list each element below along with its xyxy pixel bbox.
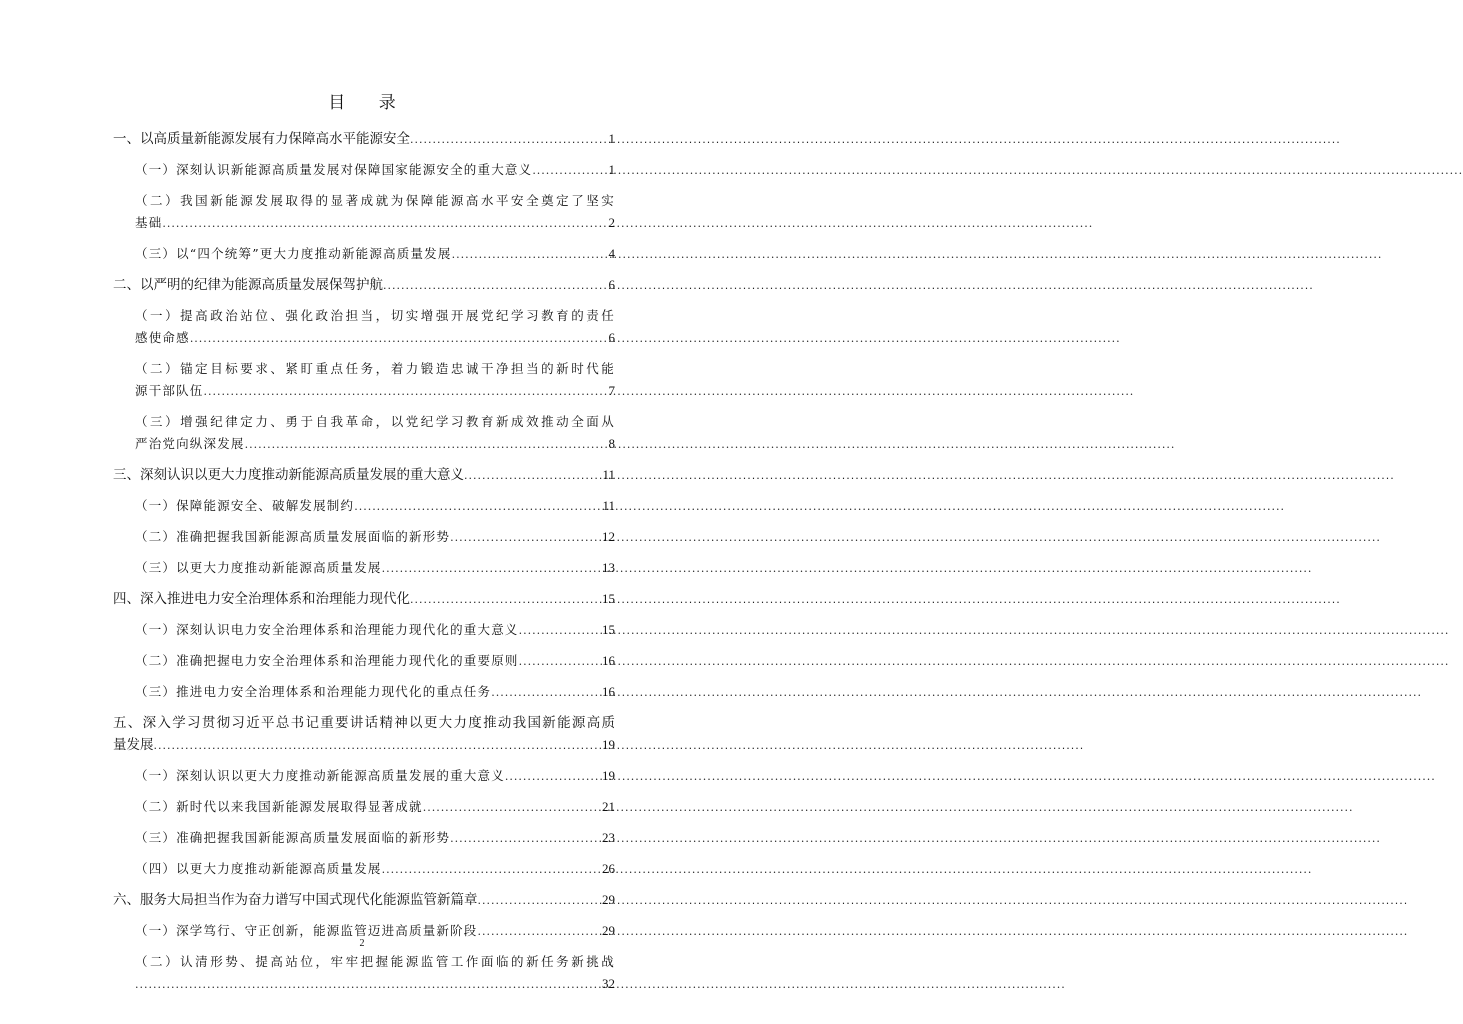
toc-page-number: 12: [602, 529, 615, 544]
leader-dots: [190, 328, 608, 350]
toc-entry-text: （一）深刻认识电力安全治理体系和治理能力现代化的重大意义: [135, 622, 519, 637]
toc-entry[interactable]: [135, 827, 615, 850]
leader-dots: [491, 682, 601, 704]
toc-entry[interactable]: [113, 712, 615, 757]
toc-entry[interactable]: [135, 159, 615, 182]
toc-page-number: 32: [602, 976, 615, 991]
toc-entry[interactable]: [113, 464, 615, 487]
toc-page-number: 19: [602, 768, 615, 783]
toc-entry[interactable]: [113, 274, 615, 297]
toc-entry-text: （四）以更大力度推动新能源高质量发展: [135, 861, 382, 876]
toc-entry-text-line2: 量发展: [113, 737, 154, 753]
toc-entry-text: （三）以“四个统筹”更大力度推动新能源高质量发展: [135, 246, 452, 261]
toc-page-number: 19: [602, 737, 615, 752]
leader-dots: [354, 496, 601, 518]
toc-entry[interactable]: [135, 190, 615, 235]
toc-entry[interactable]: [135, 557, 615, 580]
toc-page-number: 26: [602, 861, 615, 876]
leader-dots: [450, 828, 601, 850]
toc-entry[interactable]: [135, 526, 615, 549]
toc-entry[interactable]: [113, 889, 615, 912]
toc-entry-text: 三、深刻认识以更大力度推动新能源高质量发展的重大意义: [113, 467, 464, 483]
toc-entry-text: （一）保障能源安全、破解发展制约: [135, 498, 355, 513]
toc-entry-text: （一）深学笃行、守正创新，能源监管迈进高质量新阶段: [135, 923, 478, 938]
toc-entry[interactable]: [135, 650, 615, 673]
leader-dots: [410, 129, 608, 151]
leader-dots: [154, 735, 602, 757]
toc-entry-text-line2: 基础: [135, 215, 163, 230]
leader-dots: [410, 589, 601, 611]
leader-dots: [519, 651, 601, 673]
toc-entry-text-line2: 感使命感: [135, 330, 190, 345]
toc-entry-text-line1: （三）增强纪律定力、勇于自我革命，以党纪学习教育新成效推动全面从: [135, 414, 615, 429]
toc-entry-text-line2: 源干部队伍: [135, 383, 204, 398]
toc-page-number: 29: [602, 923, 615, 938]
toc-entry-text: 四、深入推进电力安全治理体系和治理能力现代化: [113, 591, 410, 607]
toc-entry[interactable]: [113, 128, 615, 151]
toc-entry-text-line1: （一）提高政治站位、强化政治担当，切实增强开展党纪学习教育的责任: [135, 308, 615, 323]
toc-entry-text: （三）准确把握我国新能源高质量发展面临的新形势: [135, 830, 451, 845]
toc-page-number: 16: [602, 684, 615, 699]
leader-dots: [135, 974, 601, 996]
toc-entry-text: （一）深刻认识新能源高质量发展对保障国家能源安全的重大意义: [135, 162, 533, 177]
leader-dots: [505, 766, 601, 788]
toc-entry[interactable]: [135, 243, 615, 266]
toc-entry[interactable]: [135, 411, 615, 456]
leader-dots: [478, 890, 602, 912]
toc-entry-text-line2: 严治党向纵深发展: [135, 436, 245, 451]
toc-page-number: 7: [608, 383, 615, 398]
toc-entry-text: （三）推进电力安全治理体系和治理能力现代化的重点任务: [135, 684, 492, 699]
leader-dots: [245, 434, 608, 456]
leader-dots: [162, 213, 607, 235]
leader-dots: [452, 244, 608, 266]
toc-entry-text-line1: 五、深入学习贯彻习近平总书记重要讲话精神以更大力度推动我国新能源高质: [113, 715, 615, 731]
toc-entry-text-line1: （二）锚定目标要求、紧盯重点任务，着力锻造忠诚干净担当的新时代能: [135, 361, 615, 376]
toc-entry-text: （二）新时代以来我国新能源发展取得显著成就: [135, 799, 423, 814]
toc-page-number: 15: [602, 622, 615, 637]
toc-title: 目 录: [328, 93, 410, 113]
leader-dots: [423, 797, 601, 819]
toc-page-number: 23: [602, 830, 615, 845]
toc-entry-text: （一）深刻认识以更大力度推动新能源高质量发展的重大意义: [135, 768, 505, 783]
toc-page-number: 16: [602, 653, 615, 668]
toc-page-number: 6: [608, 277, 615, 292]
toc-entry-text: （二）准确把握电力安全治理体系和治理能力现代化的重要原则: [135, 653, 519, 668]
toc-entry[interactable]: [135, 796, 615, 819]
leader-dots: [464, 465, 601, 487]
toc-entry-text-line1: （二）我国新能源发展取得的显著成就为保障能源高水平安全奠定了坚实: [135, 193, 615, 208]
toc-entry[interactable]: [113, 588, 615, 611]
toc-page-number: 29: [602, 892, 615, 907]
toc-page-number: 2: [608, 215, 615, 230]
toc-page: [0, 0, 724, 1024]
toc-entry[interactable]: [135, 681, 615, 704]
toc-entry-text: （二）准确把握我国新能源高质量发展面临的新形势: [135, 529, 451, 544]
toc-entry-text-line1: （二）认清形势、提高站位，牢牢把握能源监管工作面临的新任务新挑战: [135, 954, 615, 969]
toc-page-number: 11: [602, 498, 615, 513]
leader-dots: [382, 859, 601, 881]
toc-page-number: 1: [608, 162, 615, 177]
toc-page-number: 15: [602, 591, 615, 606]
leader-dots: [204, 381, 608, 403]
toc-entry-text: 二、以严明的纪律为能源高质量发展保驾护航: [113, 277, 383, 293]
toc-list: [113, 128, 615, 996]
toc-page-number: 13: [602, 560, 615, 575]
toc-entry[interactable]: [135, 619, 615, 642]
toc-page-number: 1: [608, 131, 615, 146]
leader-dots: [519, 620, 601, 642]
leader-dots: [450, 527, 601, 549]
toc-entry-text: 六、服务大局担当作为奋力谱写中国式现代化能源监管新篇章: [113, 892, 478, 908]
toc-entry[interactable]: [135, 951, 615, 996]
leader-dots: [383, 275, 608, 297]
leader-dots: [382, 558, 601, 580]
toc-entry[interactable]: [135, 765, 615, 788]
toc-entry[interactable]: [135, 305, 615, 350]
toc-entry[interactable]: [135, 858, 615, 881]
page-number-footer: 2: [359, 938, 365, 949]
toc-page-number: 6: [608, 330, 615, 345]
toc-page-number: 21: [602, 799, 615, 814]
toc-entry[interactable]: [135, 495, 615, 518]
toc-page-number: 11: [602, 467, 615, 482]
toc-entry[interactable]: [135, 358, 615, 403]
toc-entry-text: 一、以高质量新能源发展有力保障高水平能源安全: [113, 131, 410, 147]
leader-dots: [532, 160, 607, 182]
toc-entry-text: （三）以更大力度推动新能源高质量发展: [135, 560, 382, 575]
toc-page-number: 8: [608, 436, 615, 451]
toc-page-number: 4: [608, 246, 615, 261]
